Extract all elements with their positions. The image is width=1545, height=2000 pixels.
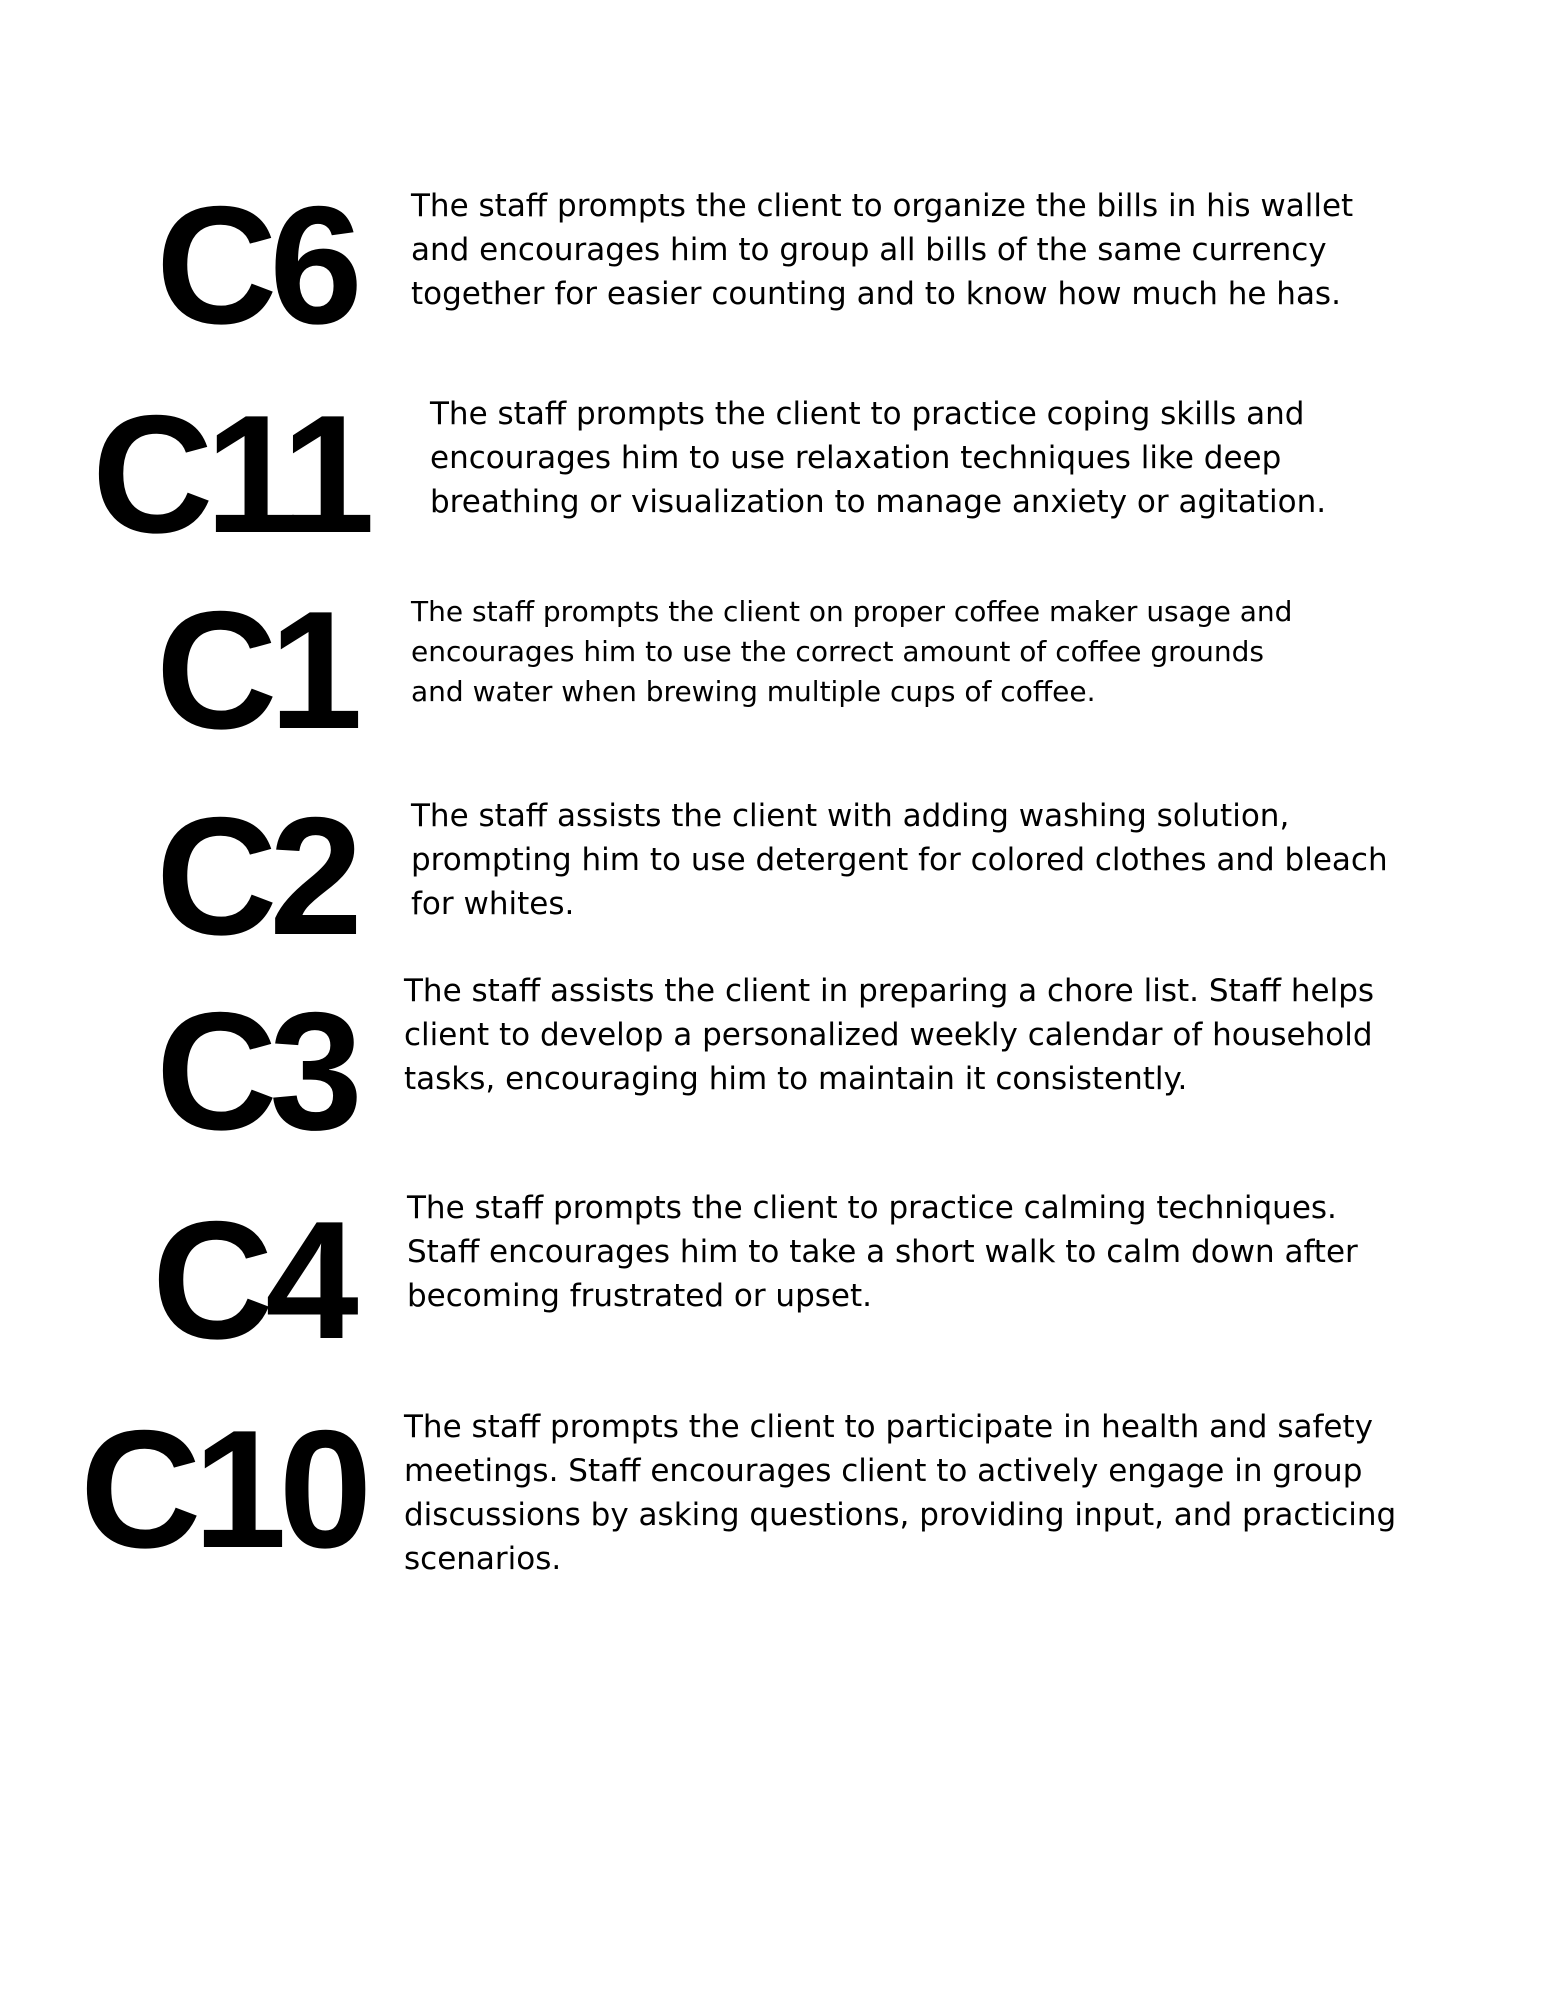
description-line: and encourages him to group all bills of the same currency xyxy=(411,232,1327,268)
description-line: for whites. xyxy=(411,886,575,922)
entry-code: C3 xyxy=(156,977,355,1165)
entry-code: C6 xyxy=(156,171,355,359)
description-line: tasks, encouraging him to maintain it consistently. xyxy=(404,1061,1188,1097)
entry-description xyxy=(411,184,1353,316)
description-line: The staff assists the client in preparing a chore list. Staff helps xyxy=(404,973,1375,1009)
description-line: and water when brewing multiple cups of coffee. xyxy=(411,675,1096,708)
description-line: together for easier counting and to know how much he has. xyxy=(411,276,1341,312)
entry-code: C4 xyxy=(152,1186,351,1374)
entry-code: C10 xyxy=(80,1395,365,1583)
description-line: The staff prompts the client to organize the bills in his wallet xyxy=(411,188,1354,224)
description-line: The staff prompts the client on proper coffee maker usage and xyxy=(411,595,1293,628)
entry-description xyxy=(404,1405,1396,1581)
entry-description xyxy=(411,794,1388,926)
entry-code: C2 xyxy=(156,782,355,970)
description-line: encourages him to use relaxation techniques like deep xyxy=(430,440,1282,476)
description-line: becoming frustrated or upset. xyxy=(407,1278,872,1314)
description-line: encourages him to use the correct amount of coffee grounds xyxy=(411,635,1265,668)
description-line: breathing or visualization to manage anxiety or agitation. xyxy=(430,484,1327,520)
description-line: Staff encourages him to take a short walk to calm down after xyxy=(407,1234,1358,1270)
entry-code: C11 xyxy=(92,380,367,568)
description-line: discussions by asking questions, providing input, and practicing xyxy=(404,1497,1397,1533)
description-line: scenarios. xyxy=(404,1541,562,1577)
entry-description xyxy=(407,1186,1358,1318)
description-line: The staff prompts the client to participate in health and safety xyxy=(404,1409,1373,1445)
entry-description xyxy=(430,392,1326,524)
entry-code: C1 xyxy=(156,576,355,764)
description-line: meetings. Staff encourages client to actively engage in group xyxy=(404,1453,1363,1489)
description-line: prompting him to use detergent for colored clothes and bleach xyxy=(411,842,1388,878)
description-line: The staff prompts the client to practice coping skills and xyxy=(430,396,1305,432)
entry-description xyxy=(411,592,1292,712)
entry-description xyxy=(404,969,1374,1101)
description-line: The staff prompts the client to practice calming techniques. xyxy=(407,1190,1337,1226)
description-line: The staff assists the client with adding washing solution, xyxy=(411,798,1290,834)
description-line: client to develop a personalized weekly calendar of household xyxy=(404,1017,1373,1053)
